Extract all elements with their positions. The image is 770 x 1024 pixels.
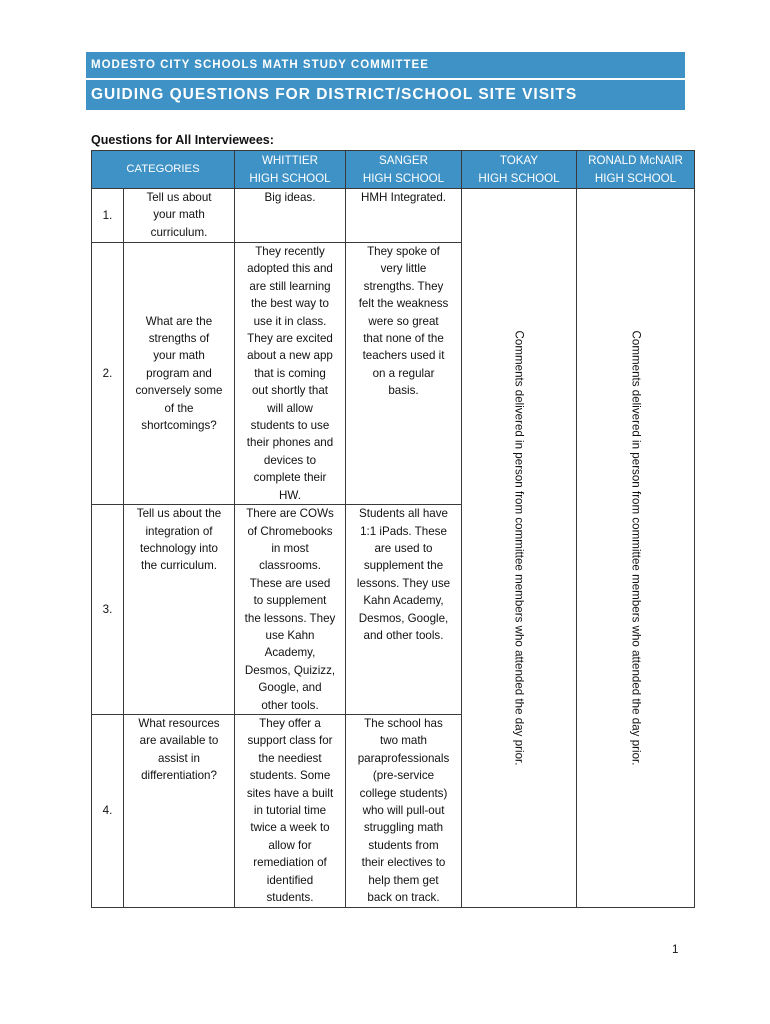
cell-line: supplement the: [363, 559, 444, 573]
cell-line: integration of: [145, 524, 213, 538]
cell-line: Academy,: [264, 646, 316, 660]
row-number: 4.: [92, 714, 124, 907]
whittier-cell: [235, 243, 346, 505]
column-header-tokay-line2: HIGH SCHOOL: [478, 171, 560, 185]
cell-line: conversely some: [135, 384, 223, 398]
cell-line: Big ideas.: [264, 191, 316, 204]
cell-line: What resources: [138, 716, 220, 730]
cell-line: teachers used it: [362, 349, 445, 363]
cell-line: very little: [380, 262, 427, 276]
row-number: 3.: [92, 505, 124, 715]
page-number: 1: [672, 944, 679, 956]
cell-line: other tools.: [261, 698, 319, 712]
column-header-sanger: [346, 151, 462, 189]
document-title: GUIDING QUESTIONS FOR DISTRICT/SCHOOL SITE VISITS: [86, 80, 685, 110]
cell-line: of Chromebooks: [247, 524, 333, 538]
cell-line: They are excited: [247, 332, 333, 346]
header-row: [92, 151, 695, 189]
sanger-cell: [346, 714, 462, 907]
cell-line: identified: [266, 873, 314, 887]
tokay-comment-cell: [462, 189, 577, 908]
site-visit-table: [91, 150, 695, 908]
cell-line: struggling math: [363, 821, 444, 835]
cell-line: program and: [146, 366, 212, 380]
cell-line: the best way to: [251, 297, 329, 311]
column-header-mcnair-line2: HIGH SCHOOL: [594, 171, 677, 185]
column-header-whittier: [235, 151, 346, 189]
cell-line: help them get: [368, 873, 439, 887]
cell-line: out shortly that: [251, 384, 329, 398]
cell-line: students.: [266, 891, 314, 905]
cell-line: are used to: [374, 541, 433, 555]
cell-line: in tutorial time: [253, 804, 327, 817]
cell-line: classrooms.: [259, 559, 321, 573]
cell-line: allow for: [268, 838, 312, 852]
header-banner: [86, 52, 685, 112]
cell-line: The school has: [364, 716, 443, 730]
cell-line: strengths. They: [363, 279, 444, 293]
cell-line: differentiation?: [141, 769, 217, 783]
cell-line: the neediest: [258, 751, 322, 765]
row-number: 1.: [92, 189, 124, 243]
column-header-mcnair-line1: RONALD McNAIR: [588, 154, 683, 168]
tokay-comment: Comments delivered in person from committee members who attended the day prior.: [512, 330, 526, 766]
cell-line: that is coming: [254, 366, 326, 380]
cell-line: will allow: [267, 401, 313, 415]
cell-line: devices to: [263, 453, 317, 467]
sanger-cell: [346, 243, 462, 505]
cell-line: paraprofessionals: [357, 751, 450, 765]
cell-line: strengths of: [148, 332, 210, 346]
sanger-cell: [346, 189, 462, 243]
column-header-mcnair: [577, 151, 695, 189]
cell-line: They offer a: [259, 716, 321, 730]
cell-line: and other tools.: [363, 628, 444, 642]
cell-line: technology into: [140, 541, 218, 555]
cell-line: lessons. They use: [356, 576, 451, 590]
cell-line: (pre-service: [372, 769, 435, 783]
cell-line: use it in class.: [253, 314, 327, 328]
cell-line: HMH Integrated.: [360, 191, 447, 204]
cell-line: on a regular: [372, 366, 435, 380]
column-header-sanger-line2: HIGH SCHOOL: [362, 171, 445, 185]
whittier-cell: [235, 714, 346, 907]
column-header-categories: CATEGORIES: [92, 151, 235, 189]
cell-line: basis.: [388, 384, 419, 398]
cell-line: two math: [379, 734, 428, 748]
cell-line: students from: [368, 838, 439, 852]
cell-line: Google, and: [258, 681, 322, 695]
cell-line: remediation of: [253, 856, 327, 870]
cell-line: 1:1 iPads. These: [360, 524, 447, 538]
cell-line: your math: [153, 349, 205, 363]
column-header-sanger-line1: SANGER: [379, 154, 428, 168]
cell-line: college students): [359, 786, 448, 800]
cell-line: about a new app: [247, 349, 333, 363]
cell-line: They spoke of: [367, 245, 440, 258]
cell-line: to supplement: [253, 594, 327, 608]
cell-line: sites have a built: [246, 786, 334, 800]
cell-line: adopted this and: [247, 262, 333, 276]
category-cell: [124, 243, 235, 505]
cell-line: Tell us about: [146, 191, 212, 204]
cell-line: Students all have: [359, 507, 448, 521]
cell-line: These are used: [249, 576, 331, 590]
column-header-whittier-line2: HIGH SCHOOL: [249, 171, 331, 185]
cell-line: Desmos, Google,: [358, 611, 449, 625]
cell-line: the curriculum.: [140, 559, 218, 573]
organization-name: MODESTO CITY SCHOOLS MATH STUDY COMMITTEE: [86, 52, 685, 78]
row-number: 2.: [92, 243, 124, 505]
sanger-cell: [346, 505, 462, 715]
cell-line: in most: [271, 541, 309, 555]
cell-line: back on track.: [367, 891, 440, 905]
cell-line: complete their: [253, 471, 327, 485]
cell-line: There are COWs: [246, 507, 334, 521]
cell-line: assist in: [158, 751, 200, 765]
cell-line: Desmos, Quizizz,: [244, 663, 336, 677]
cell-line: their phones and: [246, 436, 334, 450]
cell-line: They recently: [255, 245, 325, 258]
column-header-tokay-line1: TOKAY: [499, 154, 539, 168]
whittier-cell: [235, 505, 346, 715]
cell-line: their electives to: [361, 856, 446, 870]
whittier-cell: [235, 189, 346, 243]
mcnair-comment-cell: [577, 189, 695, 908]
cell-line: curriculum.: [150, 225, 208, 239]
cell-line: are available to: [139, 734, 219, 748]
cell-line: Tell us about the: [136, 507, 222, 521]
column-header-tokay: [462, 151, 577, 189]
section-heading: Questions for All Interviewees:: [91, 133, 274, 147]
cell-line: who will pull-out: [362, 804, 445, 817]
cell-line: felt the weakness: [358, 297, 449, 311]
cell-line: shortcomings?: [141, 419, 217, 433]
cell-line: Kahn Academy,: [363, 594, 444, 608]
cell-line: support class for: [247, 734, 333, 748]
cell-line: students. Some: [249, 769, 331, 783]
cell-line: twice a week to: [250, 821, 330, 835]
cell-line: students to use: [250, 419, 330, 433]
table-row: [92, 189, 695, 243]
category-cell: [124, 714, 235, 907]
category-cell: [124, 505, 235, 715]
cell-line: the lessons. They: [244, 611, 336, 625]
column-header-whittier-line1: WHITTIER: [261, 154, 319, 168]
cell-line: What are the: [145, 314, 213, 328]
cell-line: were so great: [368, 314, 439, 328]
category-cell: [124, 189, 235, 243]
cell-line: HW.: [279, 488, 301, 502]
cell-line: use Kahn: [265, 628, 315, 642]
cell-line: are still learning: [249, 279, 331, 293]
cell-line: that none of the: [363, 332, 444, 346]
cell-line: your math: [153, 208, 205, 222]
mcnair-comment: Comments delivered in person from committee members who attended the day prior.: [629, 330, 642, 766]
cell-line: of the: [164, 401, 194, 415]
